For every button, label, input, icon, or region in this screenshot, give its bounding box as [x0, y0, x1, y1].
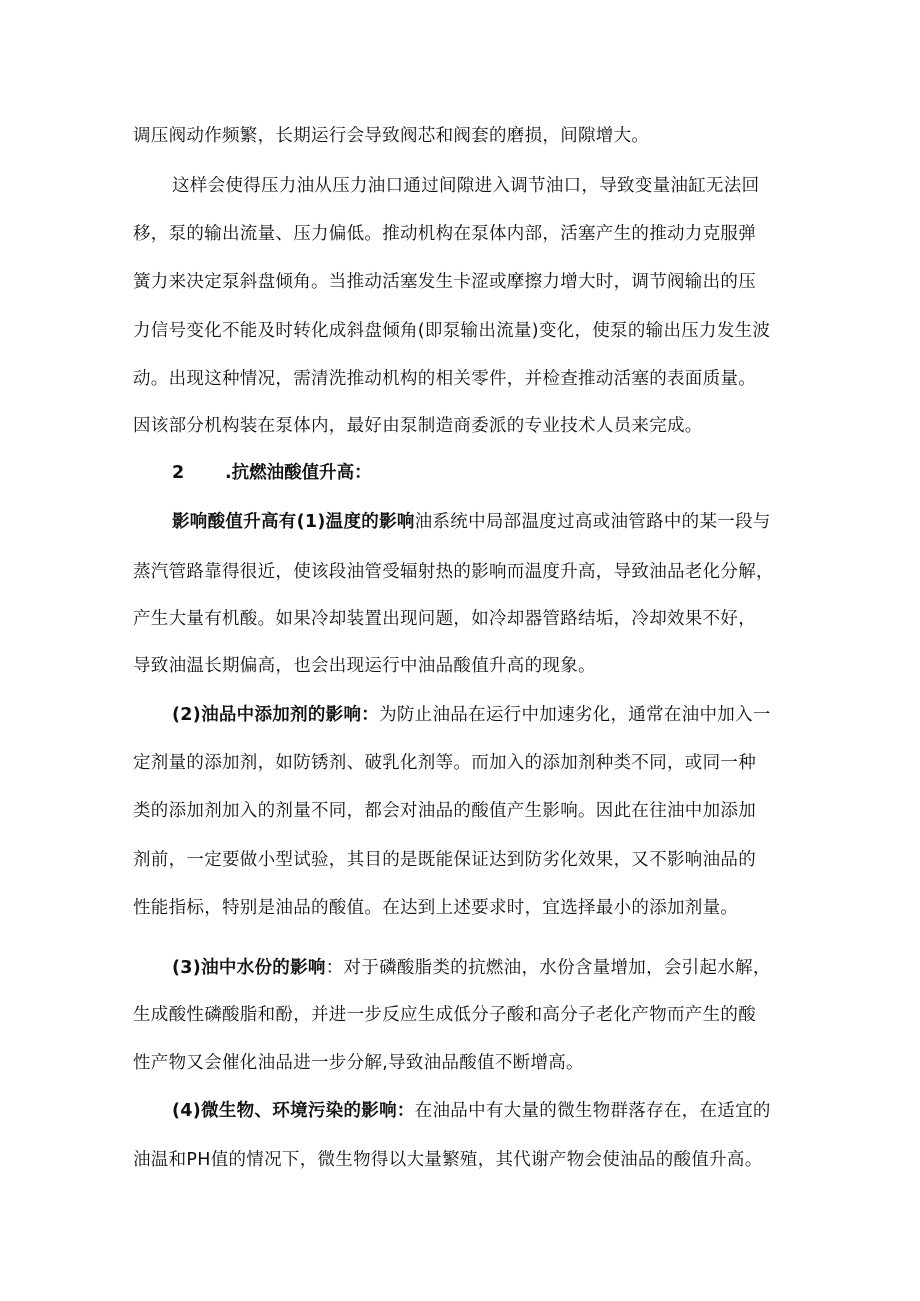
paragraph-3-line-1: [172, 510, 771, 534]
paragraph-5-line-1-text: ：对于磷酸脂类的抗燃油，水份含量增加，会引起水解，: [325, 958, 771, 978]
paragraph-3-heading: 影响酸值升高有(1)温度的影响: [172, 512, 415, 532]
paragraph-2-line-2: 移，泵的输出流量、压力偏低。推动机构在泵体内部，活塞产生的推动力克服弹: [133, 224, 756, 244]
paragraph-4-line-2: 定剂量的添加剂，如防锈剂、破乳化剂等。而加入的添加剂种类不同，或同一种: [133, 753, 756, 773]
paragraph-2-line-4: 力信号变化不能及时转化成斜盘倾角(即泵输出流量)变化，使泵的输出压力发生波: [133, 321, 771, 341]
paragraph-5-line-2: 生成酸性磷酸脂和酚，并进一步反应生成低分子酸和高分子老化产物而产生的酸: [133, 1005, 756, 1025]
paragraph-5-line-3: 性产物又会催化油品进一步分解,导致油品酸值不断增高。: [133, 1053, 584, 1073]
paragraph-2-line-5: 动。出现这种情况，需清洗推动机构的相关零件，并检查推动活塞的表面质量。: [133, 369, 756, 389]
paragraph-3-line-3: 产生大量有机酸。如果冷却装置出现问题，如冷却器管路结垢，冷却效果不好，: [133, 609, 756, 629]
section-title: .抗燃油酸值升高：: [225, 463, 372, 483]
paragraph-2-line-1: 这样会使得压力油从压力油口通过间隙进入调节油口，导致变量油缸无法回: [172, 176, 760, 196]
paragraph-6-line-2: 油温和PH值的情况下，微生物得以大量繁殖，其代谢产物会使油品的酸值升高。: [133, 1150, 763, 1170]
paragraph-5-line-1: [172, 956, 771, 980]
paragraph-3-line-4: 导致油温长期偏高，也会出现运行中油品酸值升高的现象。: [133, 656, 596, 676]
paragraph-4-line-3: 类的添加剂加入的剂量不同，都会对油品的酸值产生影响。因此在往油中加添加: [133, 801, 756, 821]
paragraph-2-line-6: 因该部分机构装在泵体内，最好由泵制造商委派的专业技术人员来完成。: [133, 416, 703, 436]
paragraph-6-line-1: [172, 1099, 771, 1123]
paragraph-2-line-3: 簧力来决定泵斜盘倾角。当推动活塞发生卡涩或摩擦力增大时，调节阀输出的压: [133, 272, 756, 292]
paragraph-3-line-1-text: 油系统中局部温度过高或油管路中的某一段与: [414, 512, 771, 532]
paragraph-4-line-5: 性能指标，特别是油品的酸值。在达到上述要求时，宜选择最小的添加剂量。: [133, 898, 739, 918]
paragraph-6-line-1-text: 在油品中有大量的微生物群落存在，在适宜的: [414, 1101, 771, 1121]
paragraph-4-line-1-text: 为防止油品在运行中加速劣化，通常在油中加入一: [379, 705, 771, 725]
paragraph-4-line-1: [172, 703, 771, 727]
paragraph-1-line-1: 调压阀动作频繁，长期运行会导致阀芯和阀套的磨损，间隙增大。: [133, 126, 650, 146]
section-number: 2: [172, 463, 185, 483]
paragraph-4-heading: (2)油品中添加剂的影响：: [172, 705, 380, 725]
paragraph-4-line-4: 剂前，一定要做小型试验，其目的是既能保证达到防劣化效果，又不影响油品的: [133, 850, 756, 870]
paragraph-3-line-2: 蒸汽管路靠得很近，使该段油管受辐射热的影响而温度升高，导致油品老化分解，: [133, 562, 774, 582]
paragraph-5-heading: (3)油中水份的影响: [172, 958, 326, 978]
paragraph-6-heading: (4)微生物、环境污染的影响：: [172, 1101, 415, 1121]
